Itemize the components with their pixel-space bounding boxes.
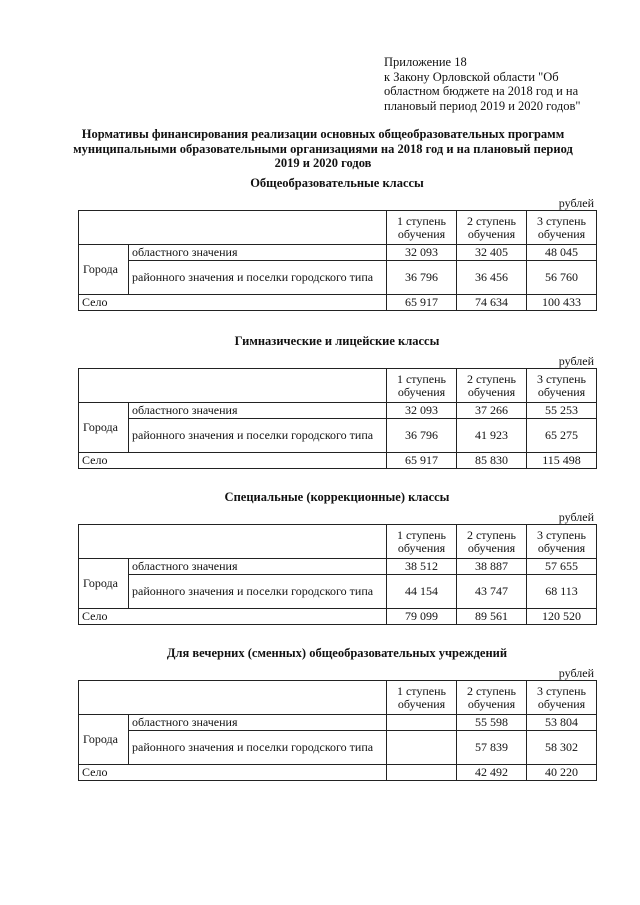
value-cell: 120 520 xyxy=(527,609,597,625)
value-cell: 37 266 xyxy=(457,403,527,419)
row-label-regional: областного значения xyxy=(129,245,387,261)
value-cell: 79 099 xyxy=(387,609,457,625)
value-cell: 56 760 xyxy=(527,261,597,295)
section-evening-schools xyxy=(78,646,596,781)
value-cell: 43 747 xyxy=(457,575,527,609)
row-label-village: Село xyxy=(79,609,387,625)
header-empty-cell xyxy=(79,681,387,715)
section-special-classes xyxy=(78,490,596,625)
row-label-village: Село xyxy=(79,765,387,781)
appendix-note xyxy=(384,55,606,113)
header-stage-2: 2 ступень обучения xyxy=(457,369,527,403)
row-label-district: районного значения и поселки городского типа xyxy=(129,261,387,295)
funding-table xyxy=(78,368,597,469)
header-stage-2: 2 ступень обучения xyxy=(457,525,527,559)
value-cell: 65 917 xyxy=(387,453,457,469)
value-cell: 32 405 xyxy=(457,245,527,261)
unit-label: рублей xyxy=(558,666,594,680)
value-cell: 57 655 xyxy=(527,559,597,575)
header-stage-3: 3 ступень обучения xyxy=(527,681,597,715)
unit-label: рублей xyxy=(558,510,594,524)
row-group-cities: Города xyxy=(79,715,129,765)
value-cell: 42 492 xyxy=(457,765,527,781)
value-cell: 40 220 xyxy=(527,765,597,781)
header-stage-1: 1 ступень обучения xyxy=(387,525,457,559)
funding-table xyxy=(78,524,597,625)
header-stage-2: 2 ступень обучения xyxy=(457,681,527,715)
document-title xyxy=(40,127,606,171)
value-cell: 74 634 xyxy=(457,295,527,311)
document-title-line: муниципальными образовательными организациями на 2018 год и на плановый период xyxy=(73,141,573,156)
value-cell: 100 433 xyxy=(527,295,597,311)
row-label-district: районного значения и поселки городского типа xyxy=(129,419,387,453)
document-title-line: Нормативы финансирования реализации основных общеобразовательных программ xyxy=(81,127,565,141)
section-title: Для вечерних (сменных) общеобразовательных учреждений xyxy=(166,646,508,660)
value-cell xyxy=(387,731,457,765)
value-cell: 36 796 xyxy=(387,261,457,295)
funding-table xyxy=(78,680,597,781)
row-label-regional: областного значения xyxy=(129,403,387,419)
row-label-regional: областного значения xyxy=(129,559,387,575)
row-label-regional: областного значения xyxy=(129,715,387,731)
header-empty-cell xyxy=(79,369,387,403)
value-cell: 115 498 xyxy=(527,453,597,469)
value-cell: 44 154 xyxy=(387,575,457,609)
row-group-cities: Города xyxy=(79,559,129,609)
header-empty-cell xyxy=(79,525,387,559)
value-cell: 38 512 xyxy=(387,559,457,575)
unit-label: рублей xyxy=(558,196,594,210)
header-stage-3: 3 ступень обучения xyxy=(527,525,597,559)
header-empty-cell xyxy=(79,211,387,245)
value-cell: 89 561 xyxy=(457,609,527,625)
value-cell: 85 830 xyxy=(457,453,527,469)
header-stage-2: 2 ступень обучения xyxy=(457,211,527,245)
value-cell: 41 923 xyxy=(457,419,527,453)
section-title: Специальные (коррекционные) классы xyxy=(224,490,450,504)
header-stage-3: 3 ступень обучения xyxy=(527,369,597,403)
header-stage-1: 1 ступень обучения xyxy=(387,369,457,403)
value-cell: 36 456 xyxy=(457,261,527,295)
value-cell xyxy=(387,715,457,731)
header-stage-3: 3 ступень обучения xyxy=(527,211,597,245)
section-gymnasium-classes xyxy=(78,334,596,469)
appendix-title: Приложение 18 xyxy=(384,55,467,69)
value-cell: 65 917 xyxy=(387,295,457,311)
funding-table xyxy=(78,210,597,311)
row-label-village: Село xyxy=(79,295,387,311)
row-label-village: Село xyxy=(79,453,387,469)
section-title: Гимназические и лицейские классы xyxy=(234,334,440,348)
value-cell: 32 093 xyxy=(387,403,457,419)
header-stage-1: 1 ступень обучения xyxy=(387,211,457,245)
unit-label: рублей xyxy=(558,354,594,368)
value-cell: 38 887 xyxy=(457,559,527,575)
appendix-line: областном бюджете на 2018 год и на xyxy=(384,84,579,98)
value-cell: 57 839 xyxy=(457,731,527,765)
value-cell xyxy=(387,765,457,781)
value-cell: 65 275 xyxy=(527,419,597,453)
section-title: Общеобразовательные классы xyxy=(250,176,424,190)
header-stage-1: 1 ступень обучения xyxy=(387,681,457,715)
row-group-cities: Города xyxy=(79,245,129,295)
value-cell: 68 113 xyxy=(527,575,597,609)
value-cell: 55 253 xyxy=(527,403,597,419)
row-label-district: районного значения и поселки городского типа xyxy=(129,731,387,765)
value-cell: 36 796 xyxy=(387,419,457,453)
appendix-line: к Закону Орловской области "Об xyxy=(384,69,559,84)
appendix-line: плановый период 2019 и 2020 годов" xyxy=(384,98,581,113)
section-general-classes xyxy=(78,176,596,311)
row-group-cities: Города xyxy=(79,403,129,453)
value-cell: 53 804 xyxy=(527,715,597,731)
value-cell: 58 302 xyxy=(527,731,597,765)
document-title-line: 2019 и 2020 годов xyxy=(274,156,372,170)
row-label-district: районного значения и поселки городского типа xyxy=(129,575,387,609)
value-cell: 48 045 xyxy=(527,245,597,261)
value-cell: 32 093 xyxy=(387,245,457,261)
value-cell: 55 598 xyxy=(457,715,527,731)
